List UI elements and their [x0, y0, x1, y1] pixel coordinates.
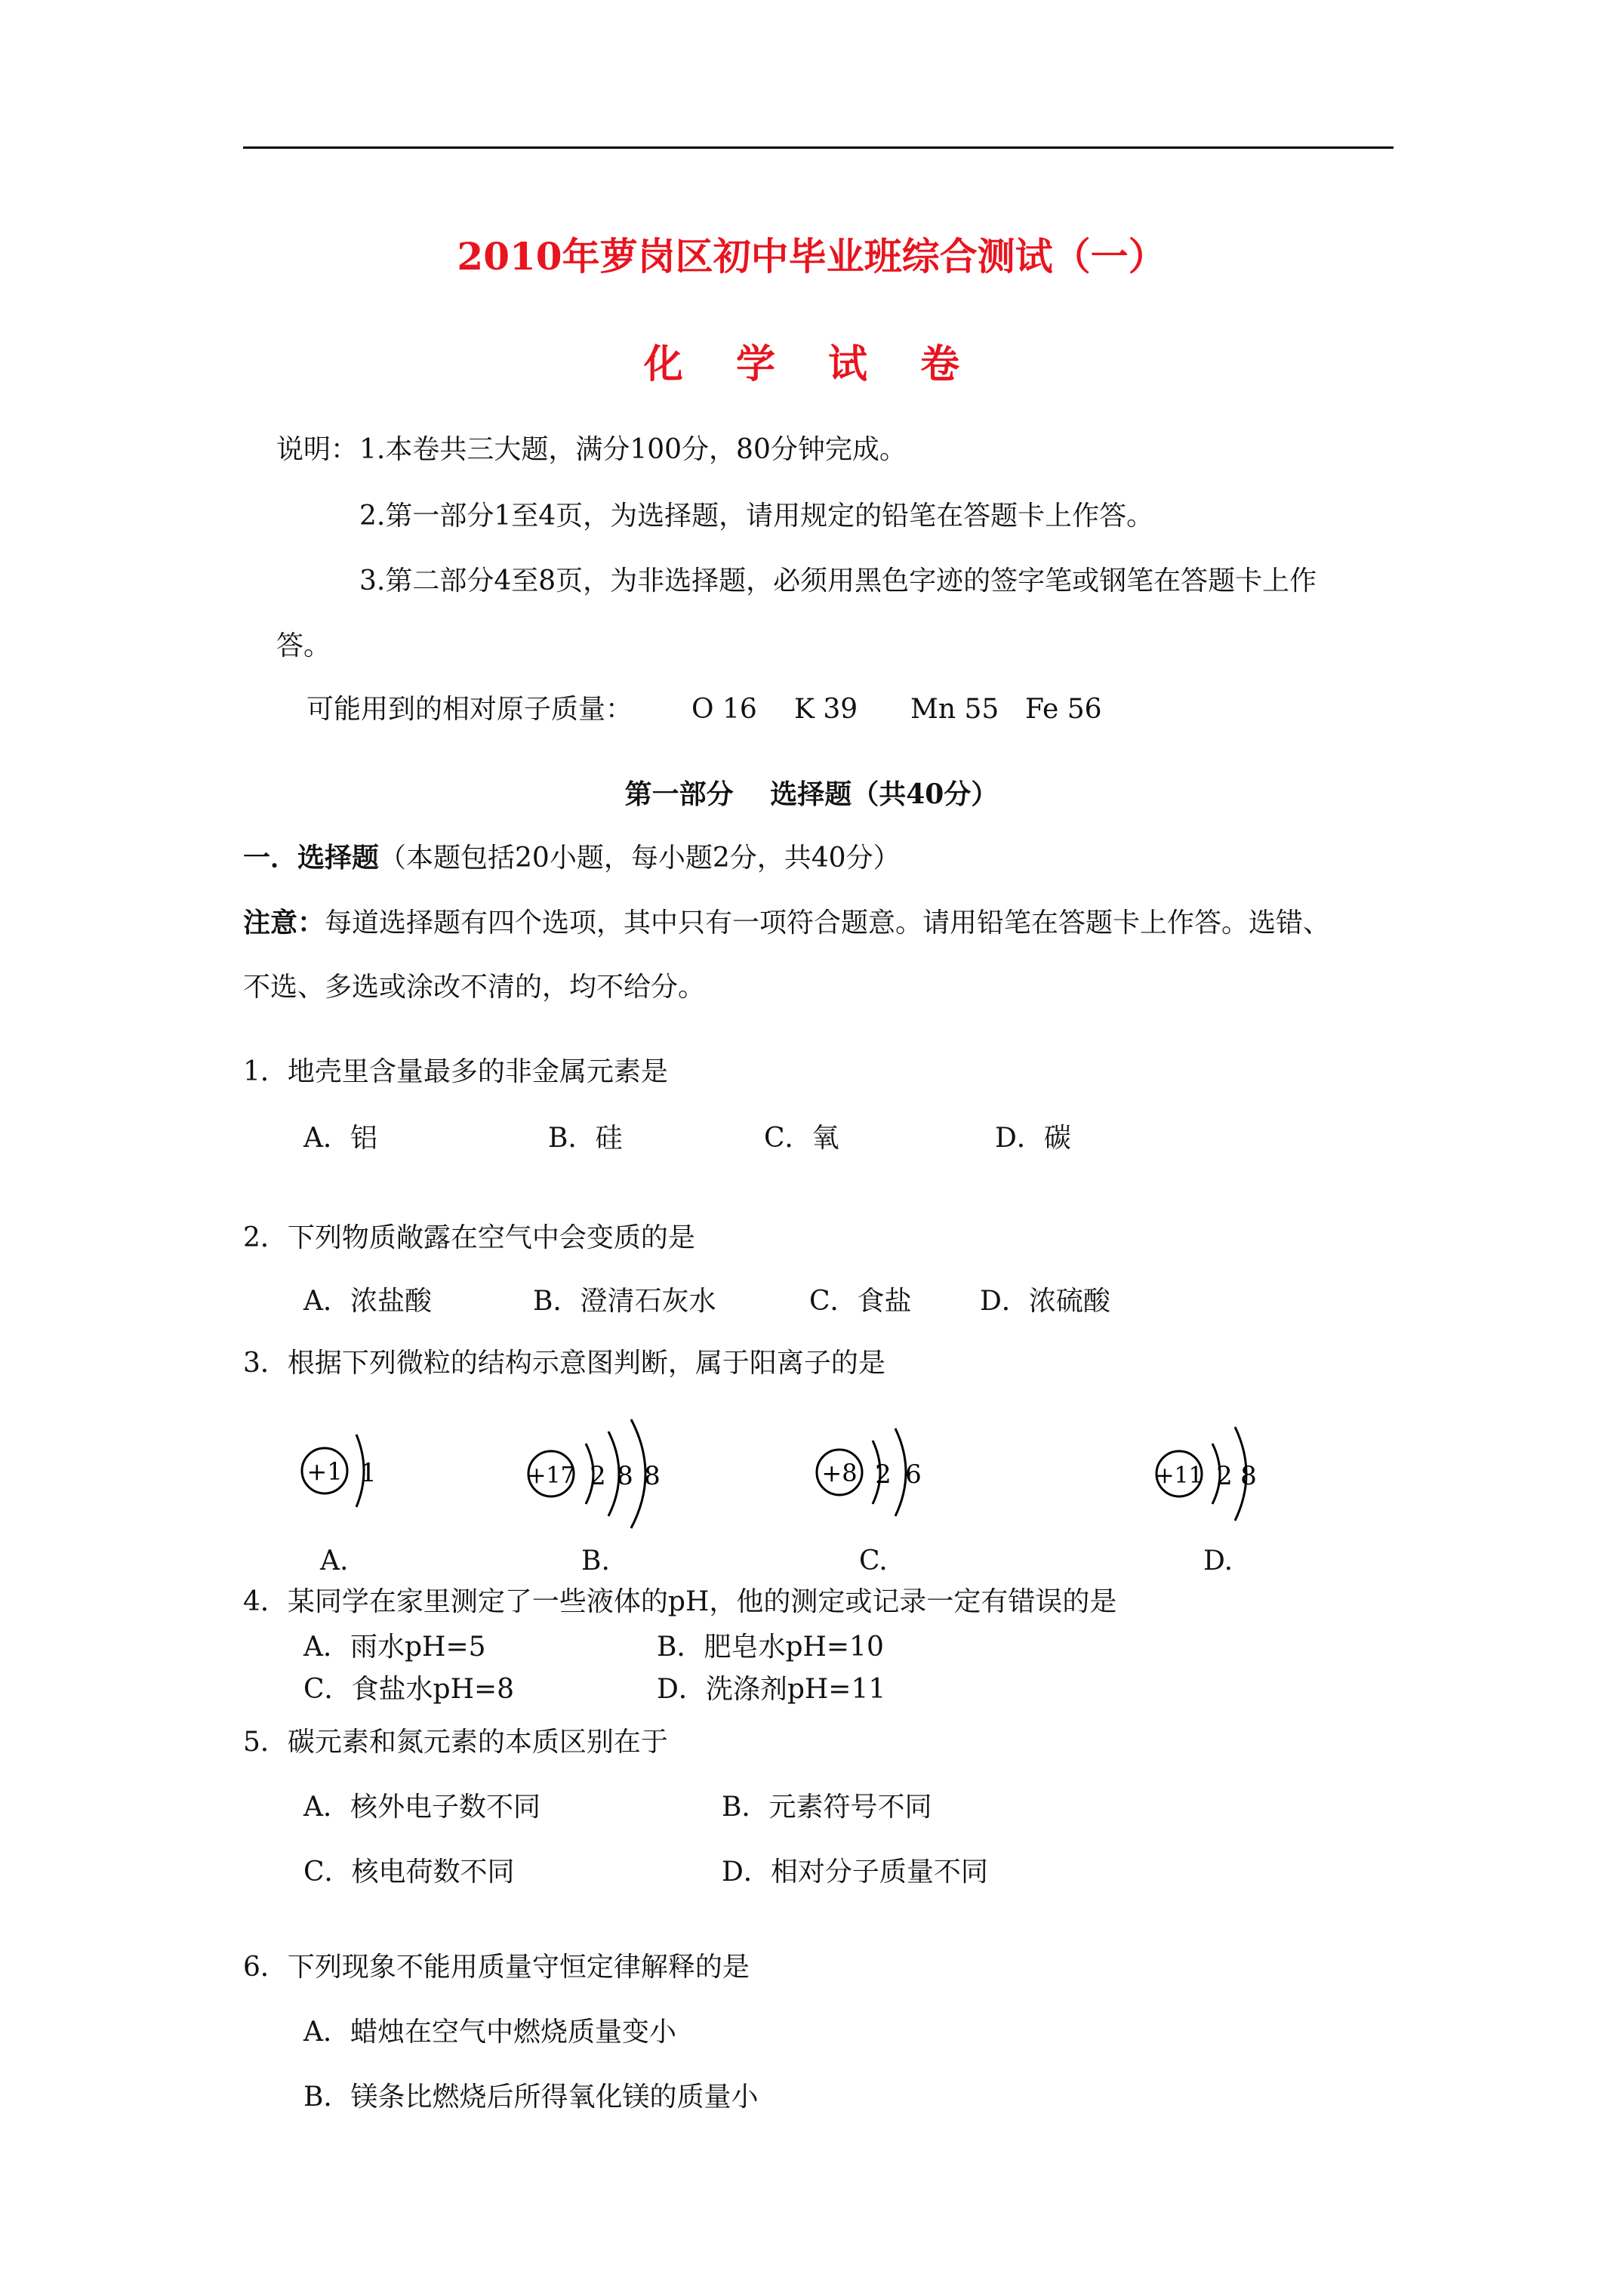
diagram-c [817, 1428, 922, 1516]
atomic-mass-mn: Mn 55 [910, 694, 999, 725]
atomic-mass-o: O 16 [691, 694, 757, 725]
shell-electrons-b3: 8 [644, 1461, 661, 1491]
q5-option-b: B．元素符号不同 [722, 1792, 932, 1823]
notice-label: 注意： [243, 907, 325, 938]
nucleus-charge-b: +17 [527, 1462, 575, 1489]
question-1-stem: 1．地壳里含量最多的非金属元素是 [243, 1056, 668, 1087]
q5-option-a: A．核外电子数不同 [303, 1792, 540, 1823]
notice-text: 每道选择题有四个选项，其中只有一项符合题意。请用铅笔在答题卡上作答。选错、 [325, 908, 1331, 938]
q4-option-d: D．洗涤剂pH=11 [657, 1674, 886, 1705]
q5-option-d: D．相对分子质量不同 [722, 1857, 988, 1888]
q6-option-a: A．蜡烛在空气中燃烧质量变小 [303, 2017, 676, 2048]
notice-text-cont: 不选、多选或涂改不清的，均不给分。 [243, 972, 706, 1003]
nucleus-charge-c: +8 [821, 1459, 858, 1487]
section-label: 一．选择题 [243, 842, 380, 874]
atomic-mass-label: 可能用到的相对原子质量： [306, 694, 633, 725]
part1-heading: 第一部分 选择题（共40分） [624, 778, 999, 810]
shell-arc-c2 [895, 1428, 906, 1516]
question-3-stem: 3．根据下列微粒的结构示意图判断，属于阳离子的是 [243, 1348, 885, 1379]
instructions-label: 说明： [276, 434, 359, 465]
shell-arc-b3 [631, 1419, 645, 1528]
shell-electrons-b2: 8 [617, 1461, 633, 1491]
q3-option-a: A. [320, 1546, 349, 1576]
instruction-3: 3.第二部分4至8页，为非选择题，必须用黑色字迹的签字笔或钢笔在答题卡上作 [359, 566, 1317, 596]
q2-option-d: D．浓硫酸 [980, 1286, 1110, 1317]
q2-option-b: B．澄清石灰水 [533, 1286, 716, 1317]
shell-electrons-a1: 1 [360, 1458, 377, 1488]
atomic-mass-k: K 39 [794, 694, 858, 725]
q4-option-b: B．肥皂水pH=10 [657, 1632, 884, 1663]
q3-option-d: D. [1203, 1546, 1233, 1576]
shell-electrons-c2: 6 [905, 1459, 922, 1490]
instruction-2: 2.第一部分1至4页，为选择题，请用规定的铅笔在答题卡上作答。 [359, 501, 1154, 532]
question-6-stem: 6．下列现象不能用质量守恒定律解释的是 [243, 1952, 750, 1983]
question-5-stem: 5．碳元素和氮元素的本质区别在于 [243, 1727, 668, 1758]
question-4-stem: 4．某同学在家里测定了一些液体的pH，他的测定或记录一定有错误的是 [243, 1586, 1117, 1617]
q4-option-c: C．食盐水pH=8 [303, 1674, 515, 1705]
q3-option-c: C. [859, 1546, 888, 1576]
q1-option-d: D．碳 [995, 1123, 1071, 1154]
section-note: （本题包括20小题，每小题2分，共40分） [379, 843, 901, 874]
diagram-d [1155, 1427, 1256, 1521]
q2-option-a: A．浓盐酸 [303, 1286, 432, 1317]
exam-subtitle: 化 学 试 卷 [643, 341, 980, 387]
exam-title: 2010年萝岗区初中毕业班综合测试（一） [457, 234, 1166, 279]
diagram-b [527, 1419, 660, 1528]
q6-option-b: B．镁条比燃烧后所得氧化镁的质量小 [303, 2082, 759, 2113]
nucleus-charge-a: +1 [306, 1457, 343, 1486]
atomic-mass-fe: Fe 56 [1025, 694, 1102, 725]
instruction-3-cont: 答。 [276, 630, 331, 661]
nucleus-charge-d: +11 [1155, 1462, 1203, 1489]
q1-option-a: A．铝 [303, 1123, 377, 1154]
q3-option-b: B. [581, 1546, 610, 1576]
diagram-a [302, 1435, 377, 1507]
q5-option-c: C．核电荷数不同 [303, 1857, 515, 1888]
q4-option-a: A．雨水pH=5 [303, 1632, 486, 1663]
q1-option-b: B．硅 [548, 1123, 623, 1154]
shell-electrons-d1: 2 [1216, 1461, 1233, 1491]
q2-option-c: C．食盐 [809, 1286, 912, 1317]
instruction-1: 1.本卷共三大题，满分100分，80分钟完成。 [359, 434, 907, 465]
q1-option-c: C．氧 [764, 1123, 839, 1154]
header-rule [243, 146, 1394, 149]
shell-electrons-d2: 8 [1240, 1461, 1257, 1491]
shell-electrons-c1: 2 [875, 1459, 892, 1490]
shell-electrons-b1: 2 [590, 1461, 606, 1491]
atomic-structure-diagrams [0, 1389, 1623, 1586]
question-2-stem: 2．下列物质敞露在空气中会变质的是 [243, 1222, 695, 1253]
